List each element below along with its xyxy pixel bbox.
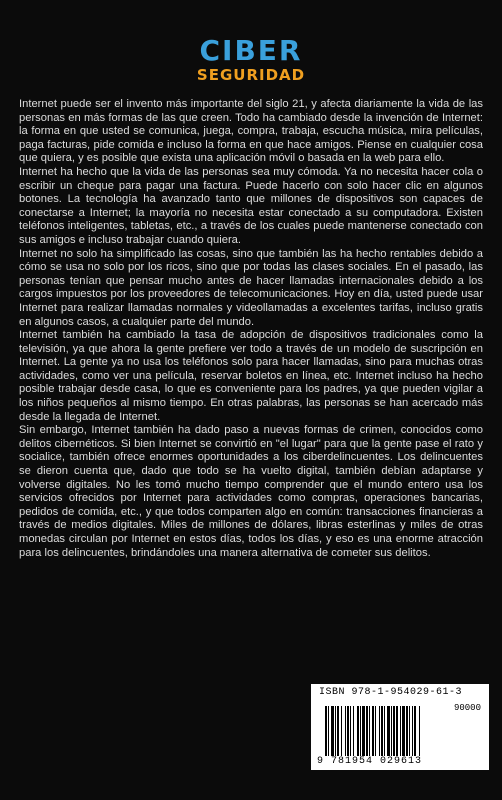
barcode-bar <box>362 706 365 756</box>
barcode-bar <box>412 706 413 756</box>
barcode-bar <box>366 706 368 756</box>
barcode-bar <box>337 706 339 756</box>
paragraph-3: Internet no solo ha simplificado las cosas, sino que también las ha hecho rentables debido a cómo se usa no solo por los ricos, sino que por todas las clases sociales. En el pasado, las personas tenían que pensar mucho antes de hacer llamadas internacionales debido a los cargos impuestos por los proveedores de telecomunicaciones. Hoy en día, usted puede usar Internet para realizar llamadas normales y videollamadas a excelentes tarifas, incluso gratis en algunos casos, a cualquier parte del mundo. <box>19 247 483 328</box>
isbn-barcode-label <box>311 684 489 770</box>
barcode-bar <box>350 706 351 756</box>
barcode-bar <box>360 706 361 756</box>
barcode-bar <box>341 706 342 756</box>
paragraph-1: Internet puede ser el invento más importante del siglo 21, y afecta diariamente la vida de las personas en más formas de las que creen. Todo ha cambiado desde la invención de Internet: la forma en que usted se comunica, juega, compra, trabaja, escucha música, mira películas, paga facturas, pide comida e incluso la forma en que hace amigos. Piense en cualquier cosa que quiera, y es posible que exista una aplicación móvil o basada en la web para ello. <box>19 98 483 165</box>
book-subtitle: SEGURIDAD <box>196 66 306 84</box>
barcode-bar <box>372 706 374 756</box>
barcode-bar <box>381 706 383 756</box>
paragraph-2: Internet ha hecho que la vida de las personas sea muy cómoda. Ya no necesita hacer cola o escribir un cheque para pagar una factura. Puede hacerlo con solo hacer clic en algunos botones. La tecnología ha avanzado tanto que millones de dispositivos son capaces de conectarse a Internet; la mayoría no necesita estar conectado a su computadora. Existen teléfonos inteligentes, tabletas, etc., a través de los cuales puede mantenerse conectado con sus amigos e incluso trabajar cuando quiera. <box>19 165 483 246</box>
barcode-bar <box>328 706 329 756</box>
barcode-bar <box>414 706 416 756</box>
paragraph-4: Internet también ha cambiado la tasa de adopción de dispositivos tradicionales como la televisión, ya que ahora la gente prefiere ver todo a través de un modelo de suscripción en Internet. La gente ya no usa los teléfonos solo para hacer llamadas, sino para muchas otras actividades, como ver una película, reservar boletos en línea, etc. Internet incluso ha hecho posible trabajar desde casa, lo que es conveniente para los padres, ya que pueden vigilar a los niños pequeños al mismo tiempo. En otras palabras, las personas se han acercado más desde la llegada de Internet. <box>19 329 483 423</box>
barcode-bar <box>400 706 401 756</box>
barcode-bar <box>387 706 390 756</box>
cover-title-block <box>0 36 502 84</box>
barcode-bar <box>393 706 395 756</box>
barcode-bar <box>331 706 334 756</box>
barcode-bar <box>357 706 359 756</box>
barcode-bar <box>369 706 370 756</box>
barcode-bar <box>325 706 327 756</box>
paragraph-5: Sin embargo, Internet también ha dado paso a nuevas formas de crimen, conocidos como delitos cibernéticos. Si bien Internet se convirtió en "el lugar" para que la gente pase el rato y socialice, también ofrece enormes oportunidades a los ciberdelincuentes. Los delincuentes se dieron cuenta que, dado que todo se ha vuelto digital, también debían adaptarse y volverse digitales. No les tomó mucho tiempo comprender que el mundo entero usa los servicios ofrecidos por Internet para actividades como compras, operaciones bancarias, pedidos de comida, etc., y que todos comparten algo en común: transacciones financieras a través de medios digitales. Miles de millones de dólares, libras esterlinas y miles de otras monedas circulan por Internet en estos días, todos los días, y eso es una enorme atracción para los delincuentes, brindándoles una manera alternativa de cometer sus delitos. <box>19 424 483 559</box>
barcode-bar <box>384 706 385 756</box>
barcode-bar <box>335 706 336 756</box>
book-title: CIBER <box>199 34 303 67</box>
barcode-bar <box>396 706 398 756</box>
barcode-bar <box>409 706 410 756</box>
barcode-bar <box>375 706 376 756</box>
barcode-bar <box>347 706 349 756</box>
barcode-bar <box>406 706 408 756</box>
price-code: 90000 <box>453 703 481 713</box>
barcode-bar <box>345 706 346 756</box>
isbn-text: ISBN 978-1-954029-61-3 <box>319 687 463 698</box>
barcode-bar <box>379 706 380 756</box>
back-cover-blurb <box>19 98 483 560</box>
barcode-bar <box>391 706 392 756</box>
barcode-bar <box>419 706 420 756</box>
barcode-bar <box>402 706 405 756</box>
barcode-bar <box>353 706 354 756</box>
barcode-digits: 9 781954 029613 <box>317 756 423 767</box>
barcode-bars-icon <box>325 706 475 756</box>
